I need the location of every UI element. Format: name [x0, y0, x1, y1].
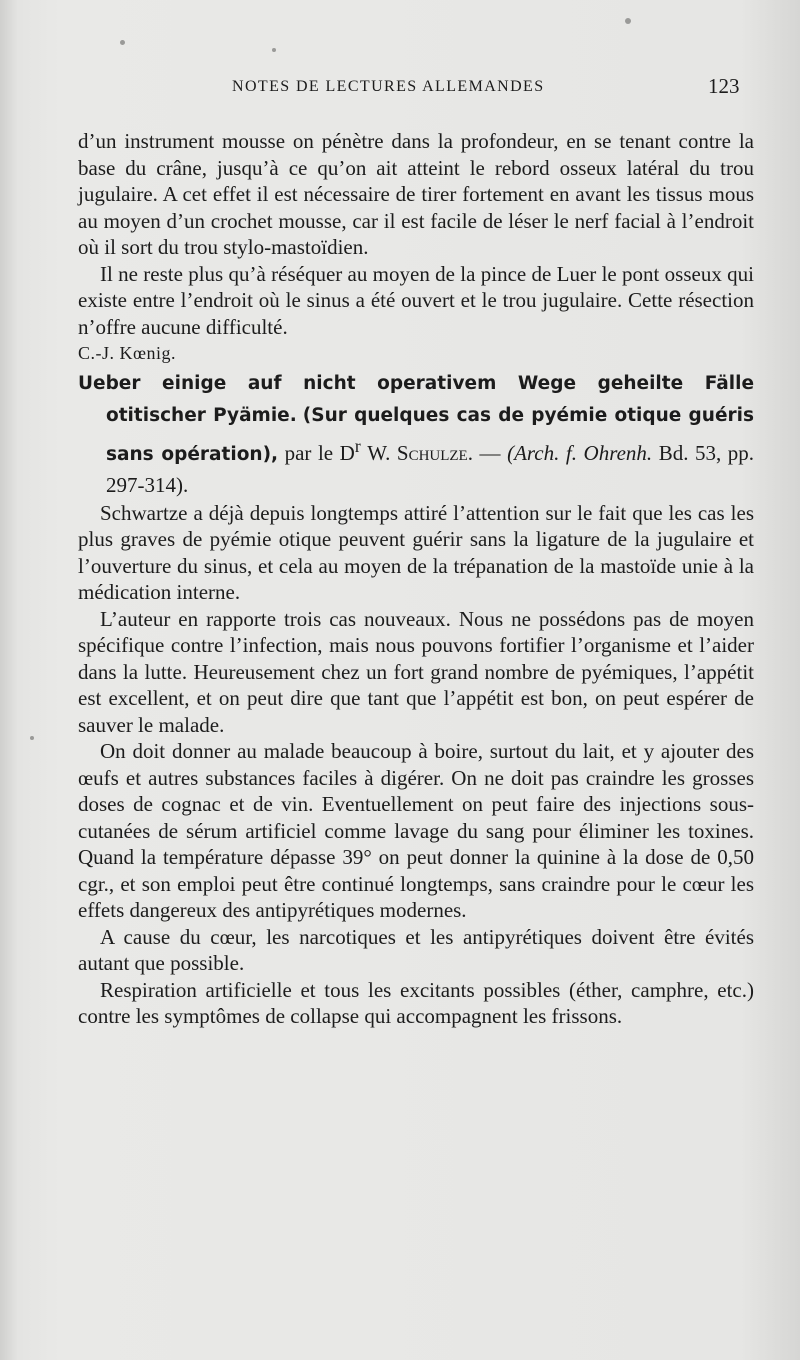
review-title-german: Ueber einige auf nicht operativem Wege geheilte Fälle otitischer Pyämie.: [78, 372, 754, 426]
paragraph: A cause du cœur, les narcotiques et les antipyrétiques doivent être évités autant que possible.: [78, 924, 754, 975]
running-title: NOTES DE LECTURES ALLEMANDES: [232, 78, 545, 95]
review-journal: (Arch. f. Ohrenh.: [507, 440, 653, 465]
speck-mark: [30, 736, 34, 740]
review-heading: [78, 367, 754, 500]
review-title-french: (Sur quelques cas de pyémie otique guéris sans opération),: [106, 404, 754, 465]
speck-mark: [625, 18, 631, 24]
paragraph: d’un instrument mousse on pénètre dans la profondeur, en se tenant contre la base du crâne, jusqu’à ce qu’on ait atteint le rebord osseux latéral du trou jugulaire. A cet effet il est nécessaire de tirer fortement en avant les tissus mous au moyen d’un crochet mousse, car il est facile de léser le nerf facial à l’endroit où il sort du trou stylo-mastoïdien.: [78, 129, 754, 259]
review-reference: Bd. 53, pp. 297-314).: [106, 440, 755, 497]
page-number: 123: [708, 74, 740, 98]
speck-mark: [272, 48, 276, 52]
review-by-sup: r: [354, 435, 361, 456]
page-header: [0, 74, 800, 102]
paragraph: On doit donner au malade beaucoup à boire, surtout du lait, et y ajouter des œufs et autres substances faciles à digérer. On ne doit pas craindre les grosses doses de cognac et de vin. Eventuellement on peut faire des injections sous-cutanées de sérum artificiel comme lavage du sang pour éliminer les toxines. Quand la température dépasse 39° on peut donner la quinine à la dose de 0,50 cgr., et son emploi peut être continué longtemps, sans craindre pour le cœur les effets dangereux des antipyrétiques modernes.: [78, 739, 754, 922]
review-by: par le D: [284, 440, 355, 465]
paragraph: Respiration artificielle et tous les excitants possibles (éther, camphre, etc.) contre les symptômes de collapse qui accompagnent les frissons.: [78, 977, 754, 1028]
paragraph: Il ne reste plus qu’à réséquer au moyen de la pince de Luer le pont osseux qui existe entre l’endroit où le sinus a été ouvert et le trou jugulaire. Cette résection n’offre aucune difficulté.: [78, 261, 754, 339]
paragraph: L’auteur en rapporte trois cas nouveaux. Nous ne possédons pas de moyen spécifique contre l’infection, mais nous pouvons fortifier l’organisme et l’aider dans la lutte. Heureusement chez un fort grand nombre de pyémiques, l’appétit est excellent, et on peut dire que tant que l’appétit est bon, on peut espérer de sauver le malade.: [78, 606, 754, 737]
review-dash: —: [479, 440, 501, 465]
page-body: [78, 128, 754, 1030]
speck-mark: [120, 40, 125, 45]
signature: C.-J. Kœnig.: [78, 343, 177, 363]
paragraph: Schwartze a déjà depuis longtemps attiré l’attention sur le fait que les cas les plus graves de pyémie otique peuvent guérir sans la ligature de la jugulaire et l’ouverture du sinus, et cela au moyen de la trépanation de la mastoïde unie à la médication interne.: [78, 500, 754, 604]
review-author: W. Schulze.: [367, 440, 473, 465]
